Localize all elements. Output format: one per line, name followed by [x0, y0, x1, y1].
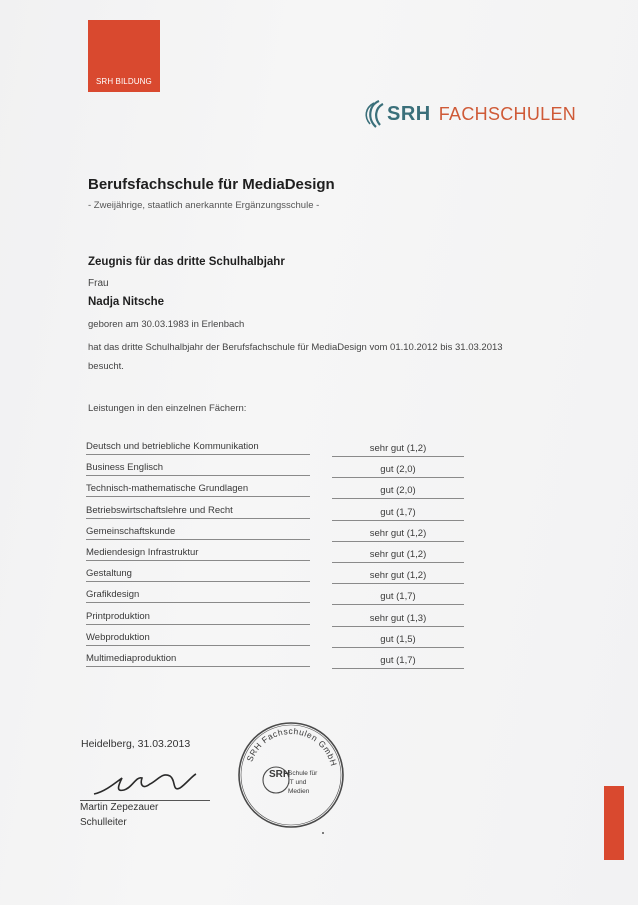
birth-info: geboren am 30.03.1983 in Erlenbach	[88, 319, 245, 330]
school-name: Berufsfachschule für MediaDesign	[88, 176, 335, 193]
subject-grade: gut (1,7)	[332, 507, 464, 521]
certificate-title: Zeugnis für das dritte Schulhalbjahr	[88, 256, 285, 268]
salutation: Frau	[88, 278, 109, 289]
grade-row	[86, 459, 466, 480]
srh-swoosh-icon	[364, 99, 384, 129]
svg-text:SRH Fachschulen GmbH	[244, 726, 339, 767]
grade-row	[86, 650, 466, 671]
stamp-line-3: Medien	[288, 788, 310, 795]
subject-grade: sehr gut (1,3)	[332, 613, 464, 627]
logo-label: SRH BILDUNG	[96, 77, 152, 86]
subject-name: Technisch-mathematische Grundlagen	[86, 483, 310, 497]
ink-dot	[322, 832, 324, 834]
subject-grade: sehr gut (1,2)	[332, 443, 464, 457]
grade-row	[86, 438, 466, 459]
subject-name: Deutsch und betriebliche Kommunikation	[86, 441, 310, 455]
edge-color-bar	[604, 786, 624, 860]
grade-row	[86, 523, 466, 544]
signer-name: Martin Zepezauer	[80, 802, 159, 813]
subject-grade: sehr gut (1,2)	[332, 549, 464, 563]
stamp-line-1: Schule für	[288, 770, 318, 777]
subject-name: Betriebswirtschaftslehre und Recht	[86, 505, 310, 519]
performance-intro: Leistungen in den einzelnen Fächern:	[88, 403, 247, 414]
stamp-logo: SRH	[269, 769, 291, 780]
signer-role: Schulleiter	[80, 817, 127, 828]
subject-name: Mediendesign Infrastruktur	[86, 547, 310, 561]
subject-name: Business Englisch	[86, 462, 310, 476]
subject-name: Multimediaproduktion	[86, 653, 310, 667]
grades-table	[86, 438, 466, 671]
subject-grade: sehr gut (1,2)	[332, 528, 464, 542]
brand-fachschulen: FACHSCHULEN	[438, 103, 577, 124]
attendance-statement: hat das dritte Schulhalbjahr der Berufsfachschule für MediaDesign vom 01.10.2012 bis 31.03.2013 besucht.	[88, 342, 503, 372]
grade-row	[86, 480, 466, 501]
subject-grade: gut (1,5)	[332, 634, 464, 648]
subject-name: Printproduktion	[86, 611, 310, 625]
grade-row	[86, 586, 466, 607]
stamp-ring-text: SRH Fachschulen GmbH	[244, 725, 340, 768]
subject-name: Gemeinschaftskunde	[86, 526, 310, 540]
subject-name: Webproduktion	[86, 632, 310, 646]
subject-grade: sehr gut (1,2)	[332, 570, 464, 584]
subject-name: Grafikdesign	[86, 589, 310, 603]
grade-row	[86, 608, 466, 629]
grade-row	[86, 502, 466, 523]
stamp-line-2: IT und	[288, 779, 307, 786]
grade-row	[86, 544, 466, 565]
subject-grade: gut (1,7)	[332, 655, 464, 669]
signature-line	[80, 800, 210, 801]
subject-grade: gut (2,0)	[332, 485, 464, 499]
handwritten-signature	[92, 762, 202, 802]
subject-grade: gut (2,0)	[332, 464, 464, 478]
srh-fachschulen-brand	[364, 96, 576, 132]
subject-grade: gut (1,7)	[332, 591, 464, 605]
grade-row	[86, 565, 466, 586]
school-stamp	[236, 720, 346, 830]
school-subtitle: - Zweijährige, staatlich anerkannte Ergänzungsschule -	[88, 200, 320, 211]
place-date: Heidelberg, 31.03.2013	[81, 738, 191, 750]
student-name: Nadja Nitsche	[88, 296, 165, 308]
srh-bildung-logo	[88, 20, 160, 92]
grade-row	[86, 629, 466, 650]
brand-srh: SRH	[387, 102, 431, 125]
subject-name: Gestaltung	[86, 568, 310, 582]
